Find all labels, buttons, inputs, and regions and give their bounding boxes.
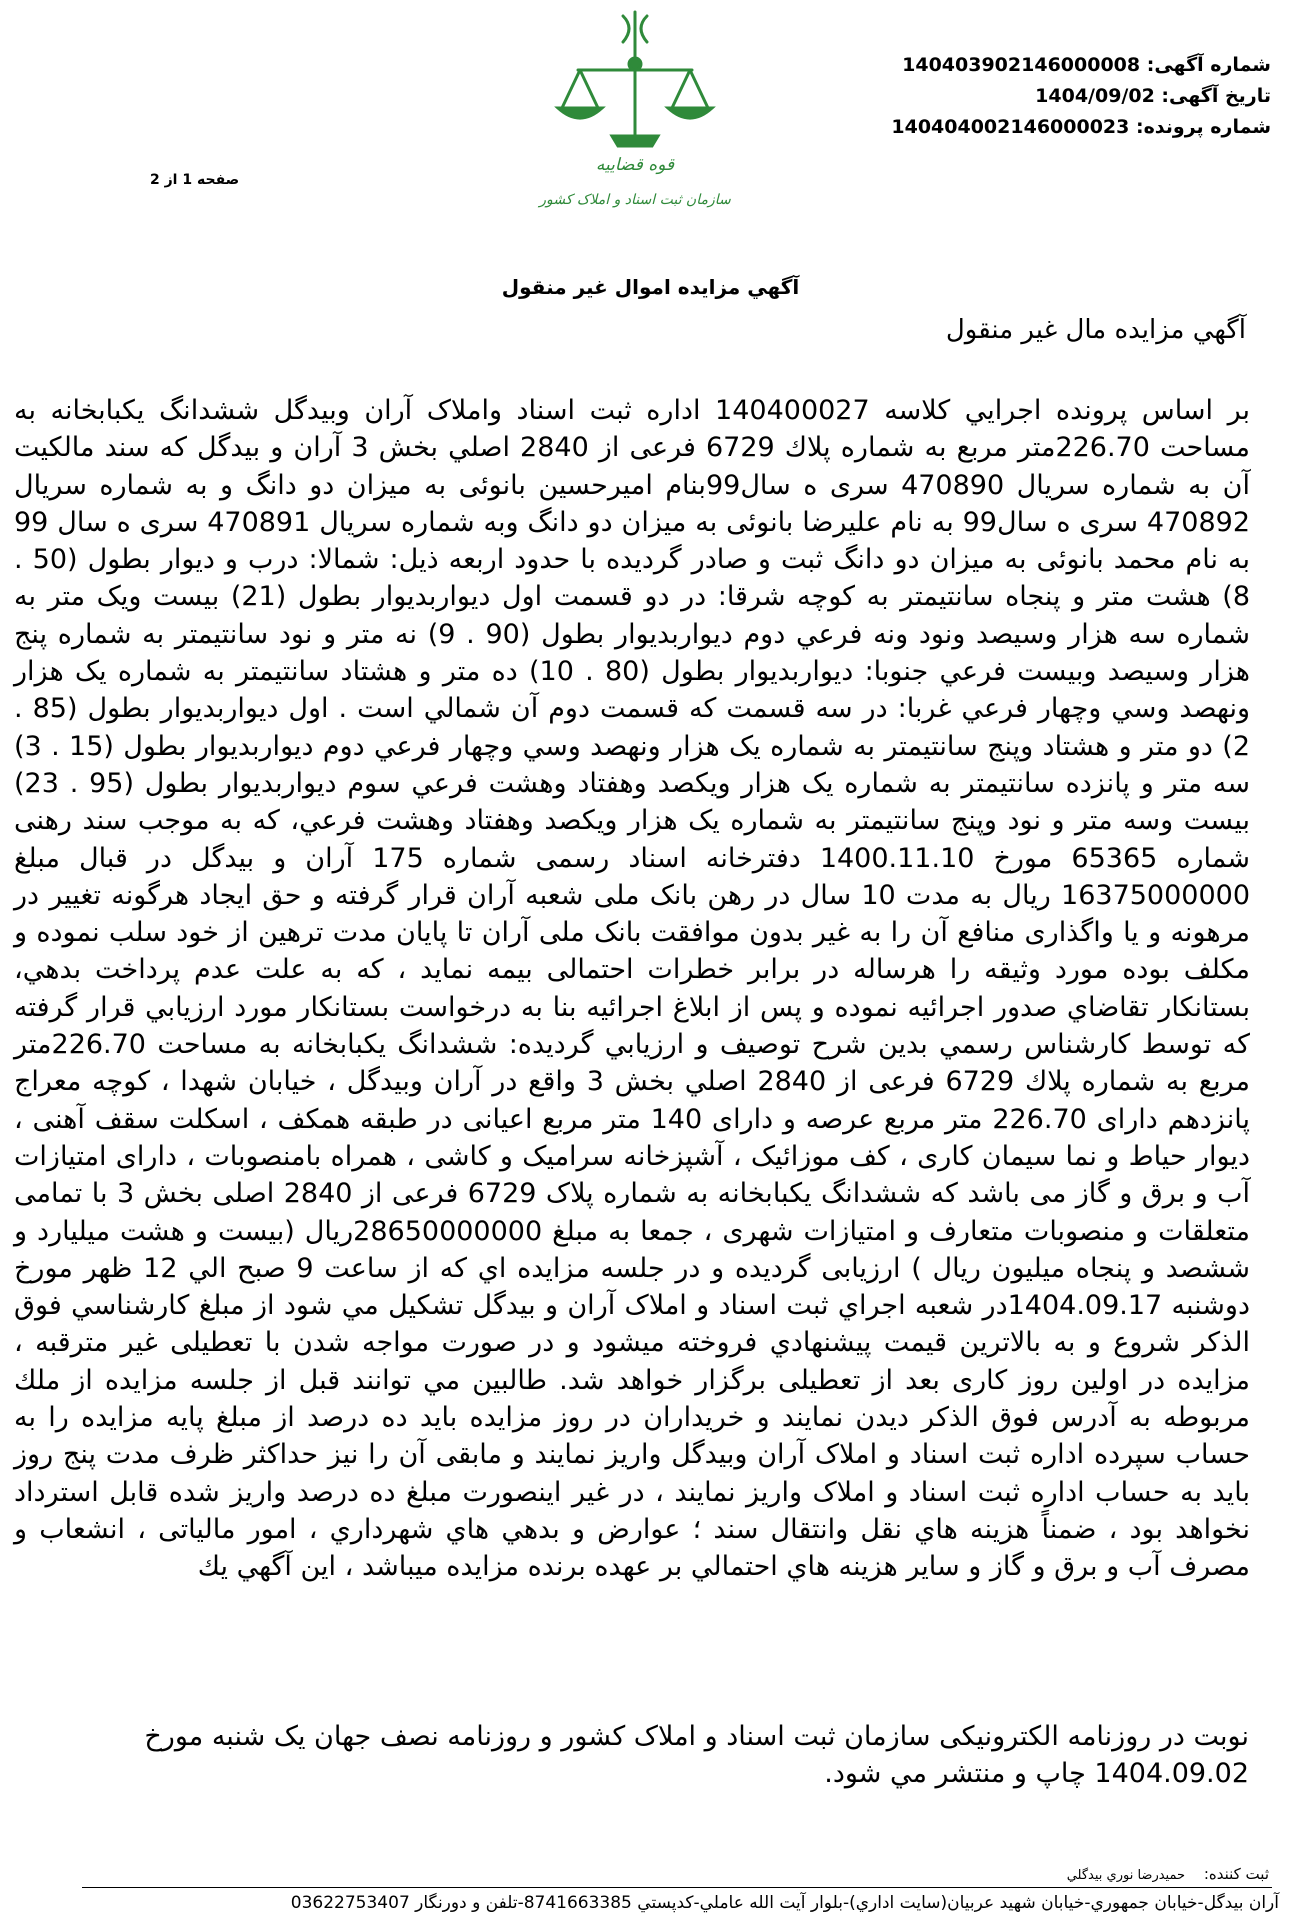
registrar-label: ثبت كننده: <box>1203 1865 1269 1883</box>
ad-date: 1404/09/02 <box>1035 85 1155 107</box>
case-number: 140404002146000023 <box>891 116 1130 138</box>
footer-address: آران بيدگل-خيابان جمهوري-خيابان شهيد عربيان(سايت اداري)-بلوار آيت الله عاملي-کدپستي 8741663385-تلفن و دورنگار 03622753407 <box>290 1893 1279 1913</box>
page-number: صفحه 1 از 2 <box>150 172 240 188</box>
ad-meta <box>841 50 1271 143</box>
scales-of-justice-icon <box>520 8 750 218</box>
registrar-line <box>1067 1865 1269 1883</box>
page-title: آگهي مزايده اموال غير منقول <box>501 275 800 299</box>
notice-closing: نوبت در روزنامه الکترونيکی سازمان ثبت اسناد و املاک کشور و روزنامه نصف جهان یک شنبه مورخ 1404.09.02 چاپ و منتشر مي شود. <box>144 1721 1249 1789</box>
emblem-caption-line1: قوه قضاییه <box>595 155 675 175</box>
notice-body <box>14 392 1250 1586</box>
footer-divider <box>82 1887 1272 1888</box>
notice-subtitle: آگهي مزايده مال غير منقول <box>945 315 1246 345</box>
case-number-row <box>841 112 1271 143</box>
ad-date-row <box>841 81 1271 112</box>
ad-date-label: تاریخ آگهی: <box>1161 85 1271 107</box>
case-number-label: شماره پرونده: <box>1135 116 1271 138</box>
registrar-name: حميدرضا نوري بيدگلي <box>1066 1868 1186 1883</box>
judiciary-emblem <box>520 8 750 218</box>
ad-number: 140403902146000008 <box>902 54 1141 76</box>
notice-body-paragraph: بر اساس پرونده اجرايي کلاسه 140400027 اداره ثبت اسناد واملاک آران وبيدگل ششدانگ يکبابخانه به مساحت 226.70متر مربع به شماره پلاك 6729 فرعی از 2840 اصلي بخش 3 آران و بيدگل که سند مالکيت آن به شماره سريال 470890 سری ه سال99بنام اميرحسين بانوئی به ميزان دو دانگ و به شماره سريال 470892 سری ه سال99 به نام عليرضا بانوئی به ميزان دو دانگ وبه شماره سريال 470891 سری ه سال 99 به نام محمد بانوئی به ميزان دو دانگ ثبت و صادر گرديده با حدود اربعه ذيل: شمالا: درب و ديوار بطول (50 . 8) هشت متر و پنجاه سانتيمتر به کوچه شرقا: در دو قسمت اول ديواربديوار بطول (21) بيست ويک متر به شماره سه هزار وسيصد ونود ونه فرعي دوم ديواربديوار بطول (90 . 9) نه متر و نود سانتيمتر به شماره پنج هزار وسيصد وبيست فرعي جنوبا: ديواربديوار بطول (80 . 10) ده متر و هشتاد سانتيمتر به شماره يک هزار ونهصد وسي وچهار فرعي غربا: در سه قسمت که قسمت دوم آن شمالي است . اول ديواربديوار بطول (85 . 2) دو متر و هشتاد وپنج سانتيمتر به شماره يک هزار ونهصد وسي وچهار فرعي دوم ديواربديوار بطول (15 . 3) سه متر و پانزده سانتيمتر به شماره يک هزار ويکصد وهفتاد وهشت فرعي سوم ديواربديوار بطول (95 . 23) بيست وسه متر و نود وپنج سانتيمتر به شماره يک هزار ويکصد وهفتاد وهشت فرعي، که به موجب سند رهنی شماره 65365 مورخ 1400.11.10 دفترخانه اسناد رسمی شماره 175 آران و بيدگل در قبال مبلغ 16375000000 ريال به مدت 10 سال در رهن بانک ملی شعبه آران قرار گرفته و حق ايجاد هرگونه تغيير در مرهونه و يا واگذاری منافع آن را به غير بدون موافقت بانک ملی آران تا پايان مدت ترهين از خود سلب نموده و مکلف بوده مورد وثيقه را هرساله در برابر خطرات احتمالی بيمه نمايد ، که به علت عدم پرداخت بدهي، بستانکار تقاضاي صدور اجرائيه نموده و پس از ابلاغ اجرائيه بنا به درخواست بستانکار مورد ارزيابي قرار گرفته که توسط کارشناس رسمي بدين شرح توصيف و ارزيابي گرديده: ششدانگ يکبابخانه به مساحت 226.70متر مربع به شماره پلاك 6729 فرعی از 2840 اصلي بخش 3 واقع در آران وبيدگل ، خيابان شهدا ، کوچه معراج پانزدهم دارای 226.70 متر مربع عرصه و دارای 140 متر مربع اعيانی در طبقه همکف ، اسکلت سقف آهنی ، ديوار حياط و نما سيمان کاری ، کف موزائيک ، آشپزخانه سراميک و کاشی ، همراه بامنصوبات ، دارای امتيازات آب و برق و گاز می باشد که ششدانگ يکبابخانه به شماره پلاک 6729 فرعی از 2840 اصلی بخش 3 با تمامی متعلقات و منصوبات متعارف و امتيازات شهری ، جمعا به مبلغ 28650000000ريال (بيست و هشت ميليارد و ششصد و پنجاه ميليون ريال ) ارزيابی گرديده و در جلسه مزايده اي که از ساعت 9 صبح الي 12 ظهر مورخ دوشنبه 1404.09.17در شعبه اجراي ثبت اسناد و املاک آران و بيدگل تشکيل مي شود از مبلغ کارشناسي فوق الذکر شروع و به بالاترين قيمت پيشنهادي فروخته ميشود و در صورت مواجه شدن با تعطيلی غير مترقبه ، مزايده در اولين روز کاری بعد از تعطيلی برگزار خواهد شد. طالبين مي توانند قبل از جلسه مزايده از ملك مربوطه به آدرس فوق الذکر ديدن نمايند و خريداران در روز مزايده بايد ده درصد از مبلغ پايه مزايده را به حساب سپرده اداره ثبت اسناد و املاک آران وبيدگل واريز نمايند و مابقی آن را نيز حداکثر ظرف مدت پنج روز بايد به حساب اداره ثبت اسناد و املاک واريز نمايند ، در غير اينصورت مبلغ ده درصد واريز شده قابل استرداد نخواهد بود ، ضمناً هزينه هاي نقل وانتقال سند ؛ عوارض و بدهي هاي شهرداري ، امور مالياتی ، انشعاب و مصرف آب و برق و گاز و ساير هزينه هاي احتمالي بر عهده برنده مزايده ميباشد ، اين آگهي يك <box>14 395 1251 1583</box>
emblem-caption-line2: سازمان ثبت اسناد و املاک کشور <box>539 192 731 208</box>
ad-number-label: شماره آگهی: <box>1146 54 1271 76</box>
ad-number-row <box>841 50 1271 81</box>
